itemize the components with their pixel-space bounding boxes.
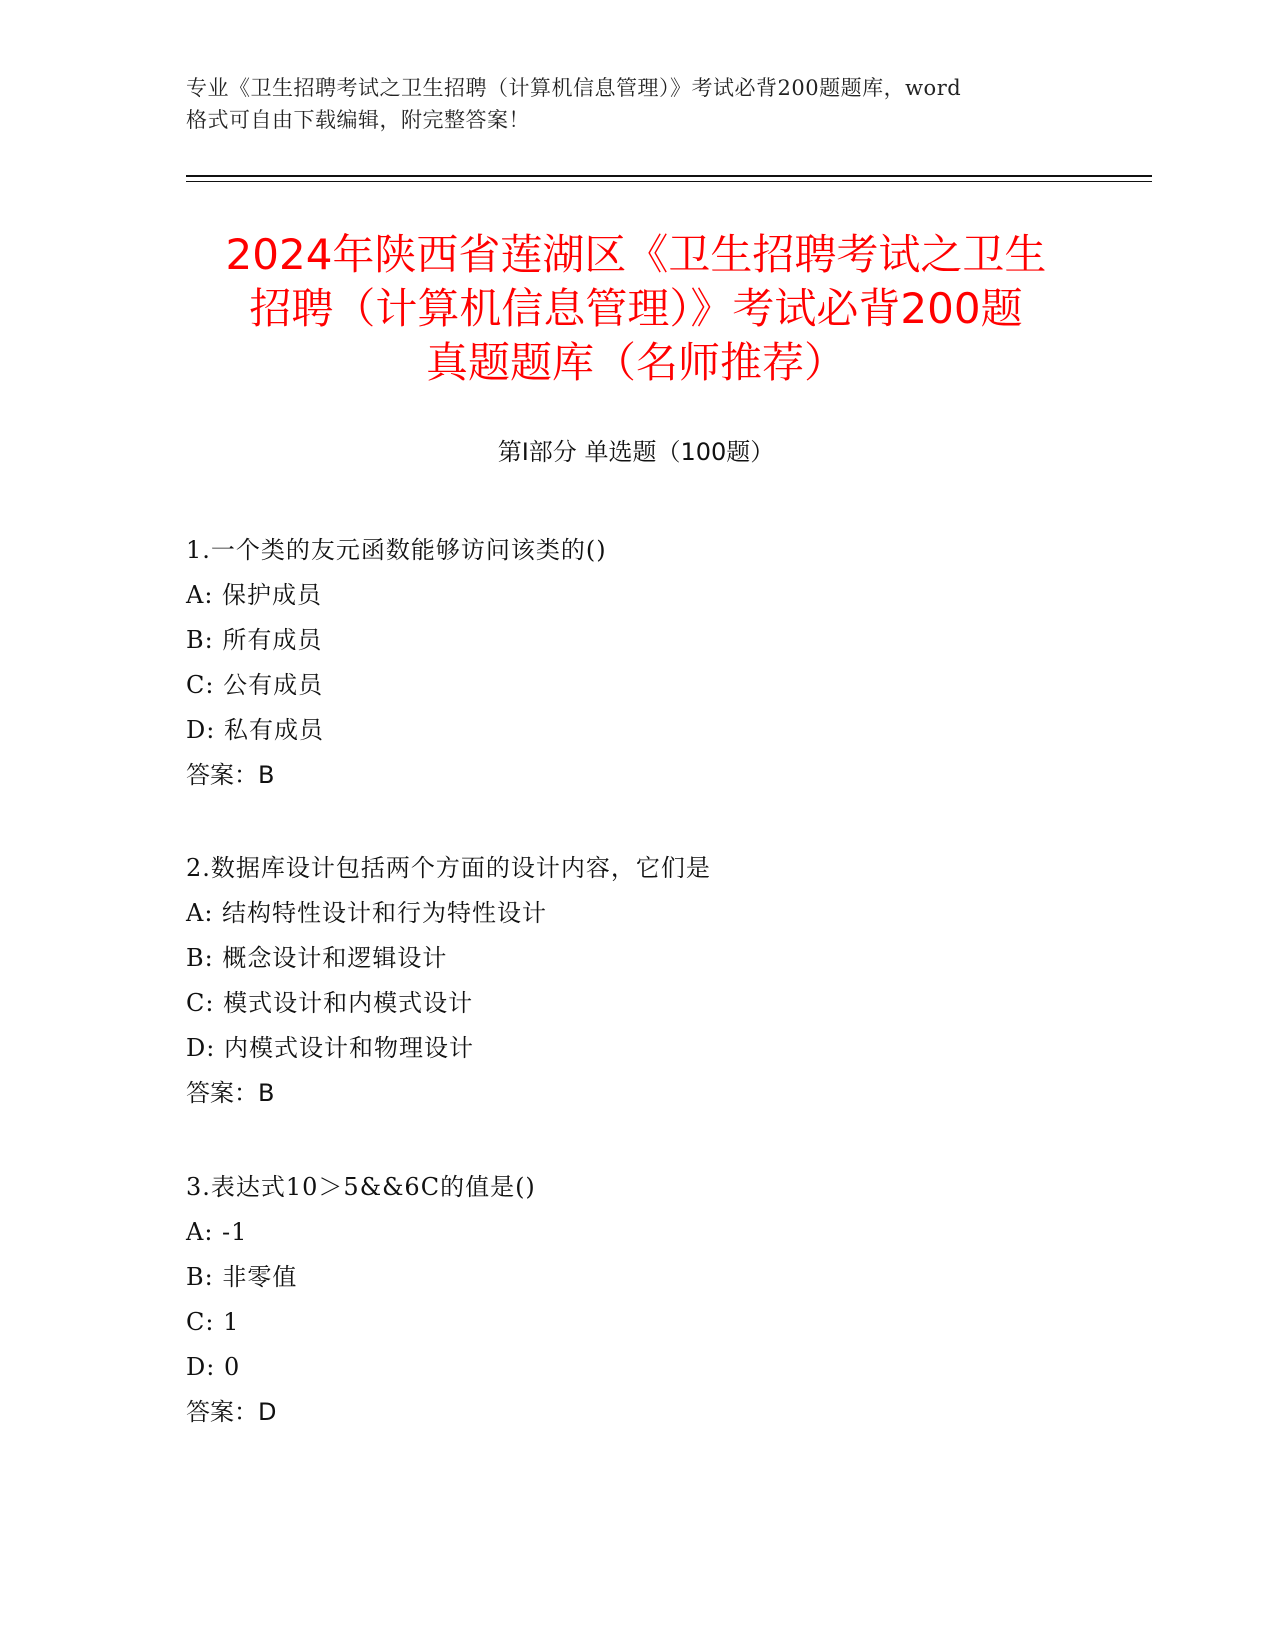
- option-b: B: 所有成员: [186, 626, 323, 654]
- title-line-1: 2024年陕西省莲湖区《卫生招聘考试之卫生: [225, 230, 1047, 279]
- section-heading: 第I部分 单选题（100题）: [497, 438, 775, 466]
- option-c: C: 1: [186, 1308, 240, 1336]
- option-d: D: 私有成员: [186, 716, 324, 744]
- option-b: B: 非零值: [186, 1263, 298, 1291]
- option-c: C: 模式设计和内模式设计: [186, 989, 474, 1017]
- question-stem: 2.数据库设计包括两个方面的设计内容，它们是: [186, 854, 711, 882]
- title-line-3: 真题题库（名师推荐）: [425, 338, 846, 387]
- question-3: [186, 1165, 1146, 1435]
- title-line-2: 招聘（计算机信息管理）》考试必背200题: [249, 284, 1023, 333]
- question-1: [186, 528, 1146, 798]
- document-title: [186, 228, 1086, 390]
- option-b: B: 概念设计和逻辑设计: [186, 944, 448, 972]
- option-d: D: 0: [186, 1353, 241, 1381]
- option-a: A: 保护成员: [186, 581, 323, 609]
- header-divider-thin: [186, 181, 1152, 182]
- answer-text: 答案：B: [186, 1079, 275, 1107]
- intro-line-2: 格式可自由下载编辑，附完整答案！: [186, 108, 530, 132]
- question-stem: 3.表达式10＞5&&6C的值是(): [186, 1173, 536, 1201]
- question-2: [186, 846, 1146, 1116]
- answer-text: 答案：B: [186, 761, 275, 789]
- question-stem: 1.一个类的友元函数能够访问该类的(): [186, 536, 607, 564]
- intro-line-1: 专业《卫生招聘考试之卫生招聘（计算机信息管理）》考试必背200题题库，word: [186, 76, 962, 100]
- intro-paragraph: [186, 72, 1086, 136]
- answer-text: 答案：D: [186, 1398, 277, 1426]
- header-divider-thick: [186, 175, 1152, 177]
- option-a: A: -1: [186, 1218, 248, 1246]
- option-c: C: 公有成员: [186, 671, 324, 699]
- option-d: D: 内模式设计和物理设计: [186, 1034, 474, 1062]
- option-a: A: 结构特性设计和行为特性设计: [186, 899, 548, 927]
